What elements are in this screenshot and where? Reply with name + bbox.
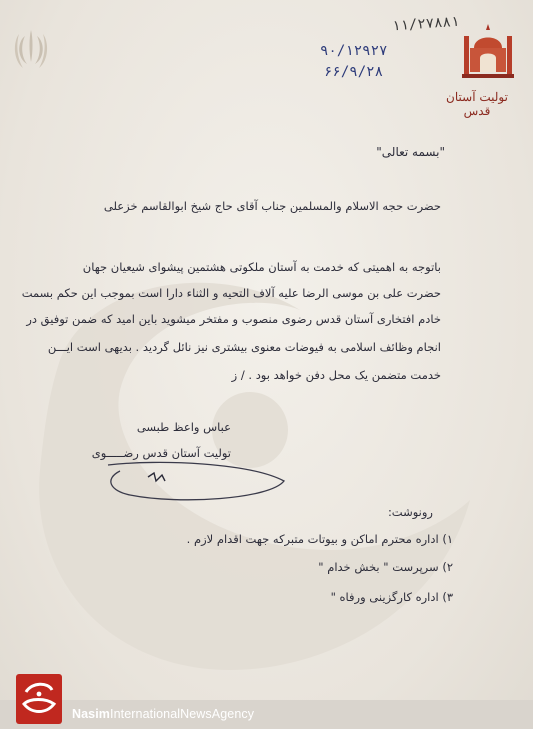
cc-heading: رونوشت: <box>387 505 433 519</box>
nasim-logo-icon <box>16 674 62 724</box>
top-reference-number: ۱۱/۲۷۸۸۱ <box>391 13 460 35</box>
body-line: باتوجه به اهمیتی که خدمت به آستان ملکوتی هشتمین پیشوای شیعیان جهان <box>82 260 441 274</box>
astan-quds-logo-icon <box>460 22 516 82</box>
iran-emblem-icon <box>12 26 50 72</box>
news-agency-brand <box>72 707 254 721</box>
cc-item: ۳) اداره کارگزینی ورفاه " <box>330 590 453 604</box>
body-line: انجام وظائف اسلامی به فیوضات معنوی بیشتری نیز نائل گردید . بدیهی است ایـــن <box>47 340 441 354</box>
letter-date: ۶۶/۹/۲۸ <box>324 64 384 80</box>
brand-bold: Nasim <box>72 707 111 721</box>
handwritten-signature <box>100 455 290 507</box>
body-line: حضرت علی بن موسی الرضا علیه آلاف التحیه و الثناء دارا است بموجب این حکم بسمت <box>21 286 441 300</box>
logo-caption: تولیت آستان قدس <box>446 90 508 118</box>
cc-item: ۱) اداره محترم اماکن و بیوتات متبرکه جهت اقدام لازم . <box>186 532 453 546</box>
cc-item: ۲) سرپرست " بخش خدام " <box>318 560 453 574</box>
reference-number: ۹۰/۱۲۹۲۷ <box>320 43 388 59</box>
brand-rest: InternationalNewsAgency <box>110 707 255 721</box>
body-line: خدمت متضمن یک محل دفن خواهد بود . / ز <box>231 368 441 382</box>
signer-title: تولیت آستان قدس رضـــــوی <box>91 446 231 460</box>
addressee-line: حضرت حجه الاسلام والمسلمین جناب آقای حاج شیخ ابوالقاسم خزعلی <box>103 199 441 213</box>
body-line: خادم افتخاری آستان قدس رضوی منصوب و مفتخر میشوید باین امید که ضمن توفیق در <box>26 312 441 326</box>
basmala: "بسمه تعالی" <box>376 145 445 159</box>
signer-name: عباس واعظ طبسی <box>136 420 231 434</box>
